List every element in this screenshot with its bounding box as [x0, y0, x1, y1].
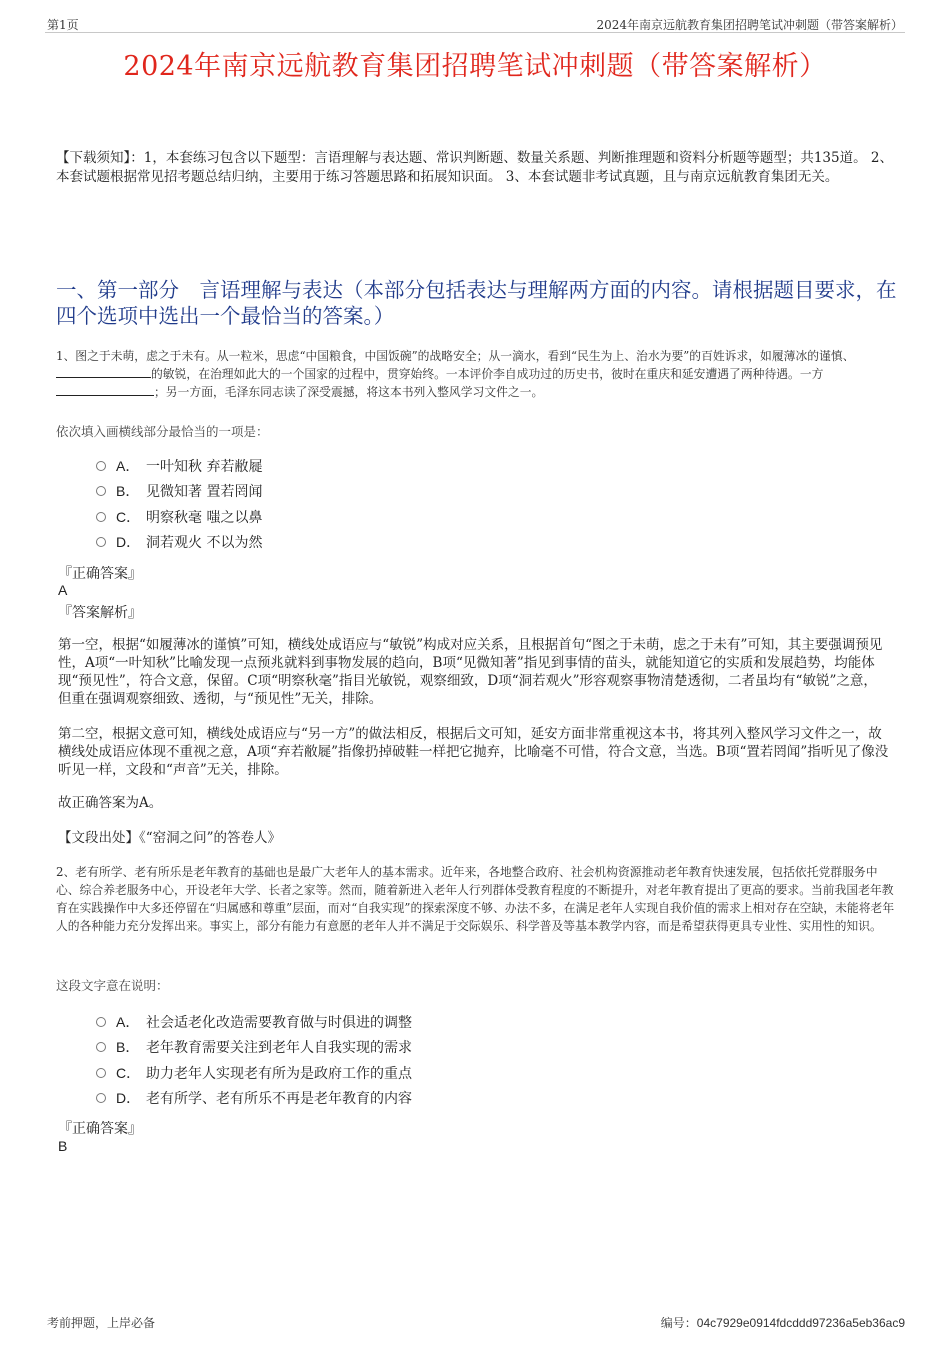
- radio-icon[interactable]: [96, 1017, 106, 1027]
- analysis-paragraph-2: 第二空，根据文意可知，横线处成语应与“另一方”的做法相反，根据后文可知，延安方面非常重视这本书，将其列入整风学习文件之一，故横线处成语应体现不重视之意，A项“弃若敝屣”指像扔掉破鞋一样把它抛弃，比喻毫不可惜，符合文意，当选。B项“置若罔闻”指听见了像没听见一样，文段和“声音”无关，排除。: [58, 726, 889, 778]
- question-2-options: [96, 1009, 412, 1111]
- radio-icon[interactable]: [96, 1093, 106, 1103]
- question-1-text-b: 的敏锐，在治理如此大的一个国家的过程中，贯穿始终。一本评价李自成功过的历史书，彼时在重庆和延安遭遇了两种待遇。一方: [151, 367, 824, 381]
- document-title: 2024年南京远航教育集团招聘笔试冲刺题（带答案解析）: [123, 51, 827, 82]
- doc-id-code: 04c7929e0914fdcddd97236a5eb36ac9: [696, 1316, 905, 1330]
- correct-answer-label: 『正确答案』: [58, 566, 142, 582]
- correct-answer: B: [58, 1138, 68, 1154]
- question-1-text-a: 1、图之于未萌，虑之于未有。从一粒米，思虑“中国粮食，中国饭碗”的战略安全；从一滴水，看到“民生为上、治水为要”的百姓诉求，如履薄冰的谨慎、: [56, 349, 855, 363]
- page-number: 第1页: [47, 18, 79, 32]
- option-c[interactable]: C． 助力老年人实现老有所为是政府工作的重点: [96, 1060, 412, 1086]
- radio-icon[interactable]: [96, 486, 106, 496]
- doc-id-label: 编号：: [660, 1316, 697, 1330]
- page-header: [45, 14, 905, 33]
- question-1-text: [56, 347, 898, 401]
- section-heading: 一、第一部分 言语理解与表达（本部分包括表达与理解两方面的内容。请根据题目要求，在四个选项中选出一个最恰当的答案。）: [56, 278, 897, 328]
- analysis-conclusion: 故正确答案为A。: [58, 795, 163, 811]
- option-b[interactable]: B． 老年教育需要关注到老年人自我实现的需求: [96, 1035, 412, 1061]
- answer-blank-1: [56, 365, 151, 378]
- answer-blank-2: [56, 383, 154, 396]
- option-b[interactable]: B． 见微知著 置若罔闻: [96, 479, 262, 505]
- running-title: 2024年南京远航教育集团招聘笔试冲刺题（带答案解析）: [596, 18, 903, 32]
- analysis-label: 『答案解析』: [58, 605, 142, 621]
- question-1-prompt: 依次填入画横线部分最恰当的一项是：: [56, 424, 269, 439]
- source-citation: 【文段出处】《“窑洞之问”的答卷人》: [58, 830, 282, 846]
- option-a[interactable]: A． 一叶知秋 弃若敝屣: [96, 453, 262, 479]
- radio-icon[interactable]: [96, 461, 106, 471]
- radio-icon[interactable]: [96, 1068, 106, 1078]
- radio-icon[interactable]: [96, 512, 106, 522]
- option-c[interactable]: C． 明察秋毫 嗤之以鼻: [96, 504, 262, 530]
- question-1-options: [96, 453, 262, 555]
- analysis-paragraph-1: 第一空，根据“如履薄冰的谨慎”可知，横线处成语应与“敏锐”构成对应关系，且根据首句“图之于未萌，虑之于未有”可知，其主要强调预见性，A项“一叶知秋”比喻发现一点预兆就料到事物发展的趋向，B项“见微知著”指见到事情的苗头，就能知道它的实质和发展趋势，均能体现“预见性”，符合文意，保留。C项“明察秋毫”指目光敏锐，观察细致，D项“洞若观火”形容观察事物清楚透彻，二者虽均有“敏锐”之意，但重在强调观察细致、透彻，与“预见性”无关，排除。: [58, 637, 883, 707]
- question-1-text-c: ；另一方面，毛泽东同志读了深受震撼，将这本书列入整风学习文件之一。: [154, 385, 544, 399]
- footer-slogan: 考前押题，上岸必备: [47, 1316, 156, 1330]
- question-2-text: 2、老有所学、老有所乐是老年教育的基础也是最广大老年人的基本需求。近年来，各地整合政府、社会机构资源推动老年教育快速发展，包括依托党群服务中心、综合养老服务中心，开设老年大学、长者之家等。然而，随着新进入老年人行列群体受教育程度的不断提升，对老年教育提出了更高的要求。当前我国老年教育在实践操作中大多还停留在“归属感和尊重”层面，而对“自我实现”的探索深度不够、办法不多，在满足老年人实现自我价值的需求上相对存在空缺，未能将老年人的各种能力充分发挥出来。事实上，部分有能力有意愿的老年人并不满足于交际娱乐、科学普及等基本教学内容，而是希望获得更具专业性、实用性的知识。: [56, 865, 895, 933]
- option-d[interactable]: D． 洞若观火 不以为然: [96, 530, 262, 556]
- radio-icon[interactable]: [96, 537, 106, 547]
- option-a[interactable]: A． 社会适老化改造需要教育做与时俱进的调整: [96, 1009, 412, 1035]
- footer-document-id: [661, 1314, 905, 1331]
- correct-answer-label: 『正确答案』: [58, 1121, 142, 1137]
- correct-answer: A: [58, 582, 68, 598]
- radio-icon[interactable]: [96, 1042, 106, 1052]
- option-d[interactable]: D． 老有所学、老有所乐不再是老年教育的内容: [96, 1086, 412, 1112]
- download-notice: 【下载须知】：1，本套练习包含以下题型：言语理解与表达题、常识判断题、数量关系题、判断推理题和资料分析题等题型；共135道。 2、本套试题根据常见招考题总结归纳，主要用于练习答题思路和拓展知识面。 3、本套试题非考试真题，且与南京远航教育集团无关。: [56, 150, 893, 185]
- question-2-prompt: 这段文字意在说明：: [56, 978, 169, 993]
